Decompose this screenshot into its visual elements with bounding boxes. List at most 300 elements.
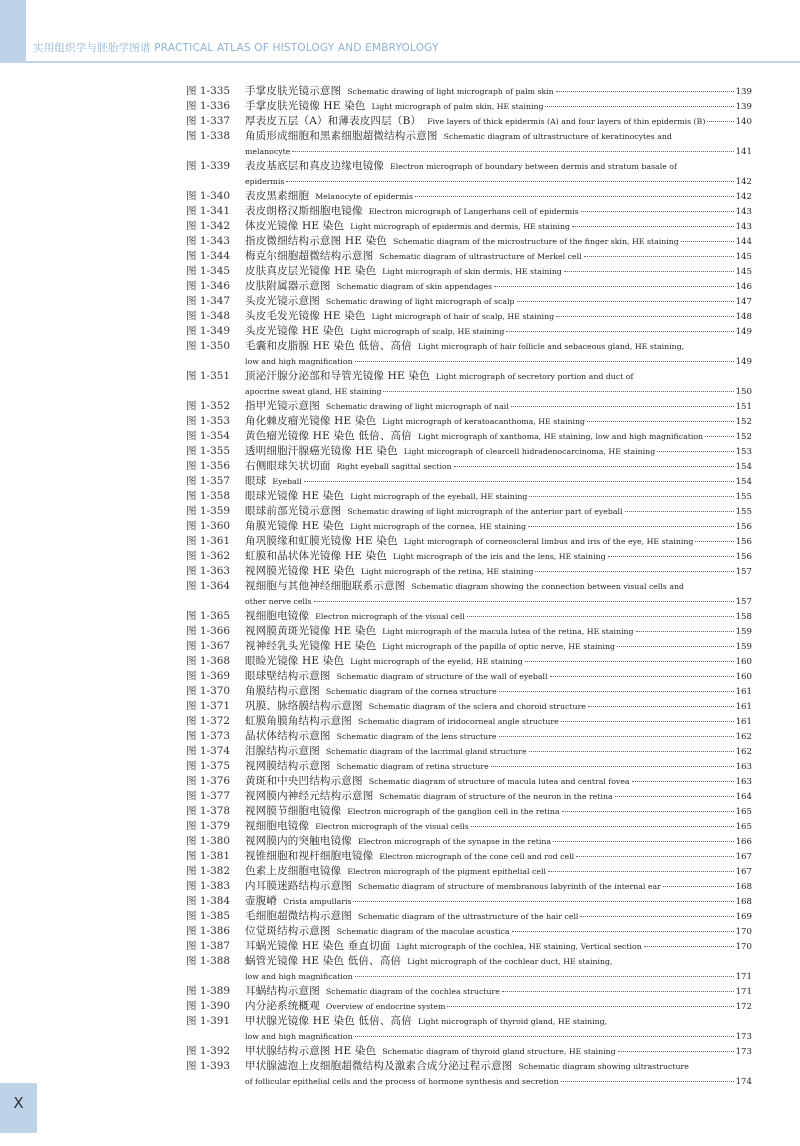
dot-leader <box>535 571 733 572</box>
figure-number: 图 1-355 <box>186 445 231 457</box>
chinese-title: 眼球前部光镜示意图 <box>245 505 342 517</box>
english-title: Electron micrograph of the visual cell <box>315 612 465 621</box>
chinese-title: 顶泌汗腺分泌部和导管光镜像 HE 染色 <box>245 370 430 382</box>
english-title: Schematic drawing of light micrograph of the anterior part of eyeball <box>347 507 623 516</box>
dot-leader <box>562 811 734 812</box>
dot-leader <box>657 451 733 452</box>
chinese-title: 眼球光镜像 HE 染色 <box>245 490 345 502</box>
entry-body <box>245 924 752 939</box>
english-title: Light micrograph of the eyelid, HE staining <box>350 657 523 666</box>
chinese-title: 头皮光镜示意图 <box>245 295 320 307</box>
page-ref: 158 <box>735 612 752 622</box>
figure-number: 图 1-386 <box>186 925 231 937</box>
entry-body <box>245 669 752 684</box>
figure-number: 图 1-385 <box>186 910 231 922</box>
entry-body <box>245 444 752 459</box>
entry-line <box>245 204 752 219</box>
entry-body <box>245 204 752 219</box>
entry-line <box>245 489 752 504</box>
list-item <box>186 894 752 909</box>
list-item <box>186 264 752 279</box>
entry-line <box>245 159 752 174</box>
english-title: Light micrograph of hair follicle and sebaceous gland, HE staining, <box>417 342 685 351</box>
entry-line <box>245 249 752 264</box>
page-ref: 168 <box>735 882 752 892</box>
dot-leader <box>353 901 733 902</box>
list-item <box>186 159 752 189</box>
chinese-title: 眼球 <box>245 475 267 487</box>
page-ref: 156 <box>735 552 752 562</box>
list-item <box>186 579 752 609</box>
page-ref: 157 <box>735 567 752 577</box>
english-title: Light micrograph of epidermis and dermis, HE staining <box>350 222 570 231</box>
figure-list <box>186 84 752 1089</box>
entry-line <box>245 414 752 429</box>
chinese-title: 视网膜内的突触电镜像 <box>245 835 352 847</box>
chinese-title: 耳蜗光镜像 HE 染色 垂直切面 <box>245 940 391 952</box>
english-title: Right eyeball sagittal section <box>336 462 452 471</box>
dot-leader <box>355 361 734 362</box>
page-ref: 145 <box>735 267 752 277</box>
dot-leader <box>608 556 734 557</box>
english-title: Schematic diagram of the cornea structure <box>325 687 497 696</box>
entry-body <box>245 429 752 444</box>
page-ref: 162 <box>735 732 752 742</box>
list-item <box>186 504 752 519</box>
english-title-continued: epidermis <box>245 177 285 186</box>
dot-leader <box>517 301 734 302</box>
entry-body <box>245 714 752 729</box>
entry-body <box>245 339 752 369</box>
chinese-title: 指皮微细结构示意图 HE 染色 <box>245 235 387 247</box>
english-title-continued: of follicular epithelial cells and the process of hormone synthesis and secretion <box>245 1077 559 1086</box>
entry-line <box>245 504 752 519</box>
list-item <box>186 759 752 774</box>
figure-number: 图 1-354 <box>186 430 231 442</box>
figure-number: 图 1-362 <box>186 550 231 562</box>
list-item <box>186 984 752 999</box>
figure-number: 图 1-363 <box>186 565 231 577</box>
figure-number: 图 1-345 <box>186 265 231 277</box>
entry-line <box>245 624 752 639</box>
list-item <box>186 879 752 894</box>
dot-leader <box>705 436 734 437</box>
english-title: Schematic diagram of the lens structure <box>336 732 497 741</box>
list-item <box>186 1014 752 1044</box>
dot-leader <box>550 676 734 677</box>
list-item <box>186 804 752 819</box>
english-title: Light micrograph of the cornea, HE staining <box>350 522 527 531</box>
english-title: Electron micrograph of the visual cells <box>315 822 469 831</box>
english-title: Schematic diagram of the maculae acustica <box>336 927 510 936</box>
dot-leader <box>553 841 733 842</box>
entry-line <box>245 189 752 204</box>
figure-number: 图 1-382 <box>186 865 231 877</box>
page-ref: 146 <box>735 282 752 292</box>
english-title: Schematic diagram of the sclera and choroid structure <box>368 702 586 711</box>
dot-leader <box>580 916 733 917</box>
dot-leader <box>471 826 734 827</box>
entry-line <box>245 909 752 924</box>
figure-number: 图 1-337 <box>186 115 231 127</box>
list-item <box>186 84 752 99</box>
figure-number: 图 1-341 <box>186 205 231 217</box>
list-item <box>186 279 752 294</box>
english-title: Schematic diagram of the lacrimal gland structure <box>325 747 527 756</box>
figure-number: 图 1-357 <box>186 475 231 487</box>
entry-body <box>245 624 752 639</box>
page-ref: 167 <box>735 867 752 877</box>
chinese-title: 皮肤真皮层光镜像 HE 染色 <box>245 265 377 277</box>
page-ref: 164 <box>735 792 752 802</box>
dot-leader <box>681 241 734 242</box>
list-item <box>186 369 752 399</box>
figure-number: 图 1-343 <box>186 235 231 247</box>
dot-leader <box>556 316 733 317</box>
dot-leader <box>636 631 734 632</box>
entry-body <box>245 459 752 474</box>
figure-number: 图 1-336 <box>186 100 231 112</box>
english-title: Light micrograph of keratoacanthoma, HE staining <box>382 417 586 426</box>
page-ref: 150 <box>735 387 752 397</box>
page-ref: 159 <box>735 642 752 652</box>
page-ref: 173 <box>735 1047 752 1057</box>
entry-line-continued <box>245 354 752 369</box>
list-item <box>186 309 752 324</box>
english-title-continued: apocrine sweat gland, HE staining <box>245 387 382 396</box>
english-title: Electron micrograph of boundary between dermis and stratum basale of <box>390 162 677 171</box>
dot-leader <box>561 1081 734 1082</box>
chinese-title: 体皮光镜像 HE 染色 <box>245 220 345 232</box>
chinese-title: 视网膜黄斑光镜像 HE 染色 <box>245 625 377 637</box>
figure-number: 图 1-381 <box>186 850 231 862</box>
entry-body <box>245 84 752 99</box>
entry-body <box>245 699 752 714</box>
dot-leader <box>618 1051 734 1052</box>
page-ref: 154 <box>735 477 752 487</box>
entry-line <box>245 549 752 564</box>
page-ref: 168 <box>735 897 752 907</box>
entry-line-continued <box>245 384 752 399</box>
list-item <box>186 849 752 864</box>
list-item <box>186 219 752 234</box>
english-title: Electron micrograph of the ganglion cell in the retina <box>347 807 560 816</box>
entry-line <box>245 114 752 129</box>
chinese-title: 头皮光镜像 HE 染色 <box>245 325 345 337</box>
english-title: Light micrograph of secretory portion and duct of <box>435 372 634 381</box>
list-item <box>186 789 752 804</box>
entry-line <box>245 519 752 534</box>
dot-leader <box>355 1036 734 1037</box>
chinese-title: 巩膜、脉络膜结构示意图 <box>245 700 363 712</box>
english-title: Schematic diagram of skin appendages <box>336 282 493 291</box>
entry-line <box>245 849 752 864</box>
entry-line <box>245 474 752 489</box>
entry-body <box>245 414 752 429</box>
figure-number: 图 1-366 <box>186 625 231 637</box>
list-item <box>186 444 752 459</box>
dot-leader <box>529 496 733 497</box>
entry-body <box>245 249 752 264</box>
list-item <box>186 459 752 474</box>
list-item <box>186 624 752 639</box>
entry-line <box>245 939 752 954</box>
figure-number: 图 1-379 <box>186 820 231 832</box>
page-ref: 143 <box>735 222 752 232</box>
entry-line <box>245 399 752 414</box>
figure-number: 图 1-383 <box>186 880 231 892</box>
entry-body <box>245 129 752 159</box>
chinese-title: 甲状腺滤泡上皮细胞超微结构及激素合成分泌过程示意图 <box>245 1060 513 1072</box>
entry-body <box>245 999 752 1014</box>
entry-body <box>245 114 752 129</box>
english-title: Light micrograph of the eyeball, HE staining <box>350 492 528 501</box>
page-ref: 165 <box>735 807 752 817</box>
list-item <box>186 924 752 939</box>
chinese-title: 指甲光镜示意图 <box>245 400 320 412</box>
english-title-continued: melanocyte <box>245 147 291 156</box>
figure-number: 图 1-392 <box>186 1045 231 1057</box>
chinese-title: 内耳膜迷路结构示意图 <box>245 880 352 892</box>
figure-number: 图 1-372 <box>186 715 231 727</box>
list-item <box>186 909 752 924</box>
list-item <box>186 534 752 549</box>
entry-body <box>245 489 752 504</box>
figure-number: 图 1-368 <box>186 655 231 667</box>
page-ref: 147 <box>735 297 752 307</box>
list-item <box>186 204 752 219</box>
chinese-title: 皮肤附属器示意图 <box>245 280 331 292</box>
english-title: Schematic diagram of structure of the neuron in the retina <box>379 792 613 801</box>
english-title: Electron micrograph of Langerhans cell of epidermis <box>368 207 579 216</box>
figure-number: 图 1-356 <box>186 460 231 472</box>
entry-line <box>245 459 752 474</box>
page-ref: 148 <box>735 312 752 322</box>
chinese-title: 黄斑和中央凹结构示意图 <box>245 775 363 787</box>
page-ref: 153 <box>735 447 752 457</box>
chinese-title: 手掌皮肤光镜像 HE 染色 <box>245 100 366 112</box>
entry-body <box>245 879 752 894</box>
entry-body <box>245 504 752 519</box>
entry-line-continued <box>245 969 752 984</box>
figure-number: 图 1-361 <box>186 535 231 547</box>
english-title: Schematic drawing of light micrograph of nail <box>325 402 509 411</box>
entry-line <box>245 714 752 729</box>
dot-leader <box>644 946 734 947</box>
english-title: Light micrograph of the retina, HE staining <box>360 567 534 576</box>
english-title: Overview of endocrine system <box>325 1002 446 1011</box>
english-title: Schematic diagram of the microstructure of the finger skin, HE staining <box>393 237 679 246</box>
entry-line <box>245 264 752 279</box>
entry-line <box>245 234 752 249</box>
entry-line <box>245 309 752 324</box>
english-title: Crista ampullaris <box>283 897 352 906</box>
figure-number: 图 1-340 <box>186 190 231 202</box>
chinese-title: 内分泌系统概观 <box>245 1000 320 1012</box>
entry-body <box>245 984 752 999</box>
dot-leader <box>587 421 734 422</box>
figure-number: 图 1-353 <box>186 415 231 427</box>
chinese-title: 视网膜光镜像 HE 染色 <box>245 565 355 577</box>
figure-number: 图 1-338 <box>186 130 231 142</box>
dot-leader <box>548 871 734 872</box>
entry-body <box>245 294 752 309</box>
list-item <box>186 714 752 729</box>
chinese-title: 甲状腺结构示意图 HE 染色 <box>245 1045 377 1057</box>
entry-body <box>245 1059 752 1089</box>
dot-leader <box>415 196 734 197</box>
entry-line <box>245 699 752 714</box>
figure-number: 图 1-384 <box>186 895 231 907</box>
entry-body <box>245 534 752 549</box>
dot-leader <box>292 151 733 152</box>
figure-number: 图 1-377 <box>186 790 231 802</box>
entry-body <box>245 519 752 534</box>
entry-body <box>245 564 752 579</box>
dot-leader <box>615 796 734 797</box>
figure-number: 图 1-365 <box>186 610 231 622</box>
english-title: Schematic diagram showing the connection between visual cells and <box>411 582 685 591</box>
dot-leader <box>525 661 734 662</box>
chinese-title: 表皮黑素细胞 <box>245 190 310 202</box>
entry-body <box>245 234 752 249</box>
chinese-title: 视细胞与其他神经细胞联系示意图 <box>245 580 406 592</box>
page-ref: 172 <box>735 1002 752 1012</box>
list-item <box>186 564 752 579</box>
entry-line <box>245 294 752 309</box>
entry-body <box>245 609 752 624</box>
entry-line <box>245 954 752 969</box>
english-title: Light micrograph of xanthoma, HE staining, low and high magnification <box>417 432 704 441</box>
running-header-title: 实用组织学与胚胎学图谱 PRACTICAL ATLAS OF HISTOLOGY AND EMBRYOLOGY <box>33 42 439 54</box>
chinese-title: 黄色瘤光镜像 HE 染色 低倍、高倍 <box>245 430 412 442</box>
header-color-tab <box>0 0 26 62</box>
entry-body <box>245 834 752 849</box>
figure-number: 图 1-351 <box>186 370 231 382</box>
list-item <box>186 294 752 309</box>
dot-leader <box>695 541 733 542</box>
chinese-title: 虹膜角膜角结构示意图 <box>245 715 352 727</box>
dot-leader <box>625 511 734 512</box>
entry-line <box>245 324 752 339</box>
chinese-title: 表皮朗格汉斯细胞电镜像 <box>245 205 363 217</box>
list-item <box>186 339 752 369</box>
dot-leader <box>499 691 734 692</box>
figure-number: 图 1-393 <box>186 1060 231 1072</box>
list-item <box>186 1059 752 1089</box>
dot-leader <box>506 331 733 332</box>
english-title: Schematic diagram of structure of membranous labyrinth of the internal ear <box>358 882 661 891</box>
page-ref: 156 <box>735 522 752 532</box>
entry-body <box>245 474 752 489</box>
entry-line-continued <box>245 1029 752 1044</box>
dot-leader <box>564 271 734 272</box>
list-item <box>186 249 752 264</box>
list-item <box>186 519 752 534</box>
entry-line <box>245 639 752 654</box>
entry-line <box>245 444 752 459</box>
english-title-continued: low and high magnification <box>245 1032 353 1041</box>
chinese-title: 头皮毛发光镜像 HE 染色 <box>245 310 366 322</box>
chinese-title: 透明细胞汗腺癌光镜像 HE 染色 <box>245 445 398 457</box>
list-item <box>186 474 752 489</box>
page-ref: 155 <box>735 492 752 502</box>
chinese-title: 手掌皮肤光镜示意图 <box>245 85 342 97</box>
entry-line <box>245 339 752 354</box>
dot-leader <box>454 466 734 467</box>
page-ref: 163 <box>735 762 752 772</box>
english-title-continued: other nerve cells <box>245 597 312 606</box>
chinese-title: 耳蜗结构示意图 <box>245 985 320 997</box>
entry-line <box>245 564 752 579</box>
list-item <box>186 324 752 339</box>
page-ref: 161 <box>735 687 752 697</box>
chinese-title: 晶状体结构示意图 <box>245 730 331 742</box>
list-item <box>186 129 752 159</box>
entry-body <box>245 279 752 294</box>
entry-body <box>245 1014 752 1044</box>
entry-line <box>245 819 752 834</box>
entry-line <box>245 609 752 624</box>
entry-line <box>245 759 752 774</box>
chinese-title: 右侧眼球矢状切面 <box>245 460 331 472</box>
entry-body <box>245 894 752 909</box>
dot-leader <box>561 721 734 722</box>
figure-number: 图 1-339 <box>186 160 231 172</box>
entry-body <box>245 99 752 114</box>
chinese-title: 色素上皮细胞电镜像 <box>245 865 342 877</box>
entry-line <box>245 774 752 789</box>
chinese-title: 角质形成细胞和黑素细胞超微结构示意图 <box>245 130 438 142</box>
english-title: Light micrograph of corneoscleral limbus and iris of the eye, HE staining <box>403 537 694 546</box>
entry-body <box>245 819 752 834</box>
english-title: Schematic diagram of structure of the wall of eyeball <box>336 672 548 681</box>
entry-line <box>245 894 752 909</box>
english-title: Schematic diagram of structure of macula lutea and central fovea <box>368 777 630 786</box>
figure-number: 图 1-371 <box>186 700 231 712</box>
list-item <box>186 549 752 564</box>
dot-leader <box>545 106 733 107</box>
entry-body <box>245 219 752 234</box>
figure-number: 图 1-350 <box>186 340 231 352</box>
entry-line <box>245 684 752 699</box>
dot-leader <box>584 256 734 257</box>
figure-number: 图 1-352 <box>186 400 231 412</box>
english-title: Light micrograph of skin dermis, HE staining <box>382 267 562 276</box>
entry-body <box>245 954 752 984</box>
entry-line <box>245 744 752 759</box>
entry-line <box>245 864 752 879</box>
entry-line <box>245 1059 752 1074</box>
entry-line <box>245 834 752 849</box>
chinese-title: 视网膜内神经元结构示意图 <box>245 790 374 802</box>
chinese-title: 眼睑光镜像 HE 染色 <box>245 655 345 667</box>
entry-body <box>245 759 752 774</box>
figure-number: 图 1-374 <box>186 745 231 757</box>
dot-leader <box>707 121 733 122</box>
page-ref: 171 <box>735 972 752 982</box>
chinese-title: 视细胞电镜像 <box>245 610 310 622</box>
figure-number: 图 1-359 <box>186 505 231 517</box>
english-title: Schematic drawing of light micrograph of scalp <box>325 297 515 306</box>
entry-body <box>245 324 752 339</box>
entry-body <box>245 789 752 804</box>
page-ref: 149 <box>735 357 752 367</box>
entry-body <box>245 264 752 279</box>
page-ref: 167 <box>735 852 752 862</box>
page-ref: 170 <box>735 942 752 952</box>
page-ref: 160 <box>735 672 752 682</box>
